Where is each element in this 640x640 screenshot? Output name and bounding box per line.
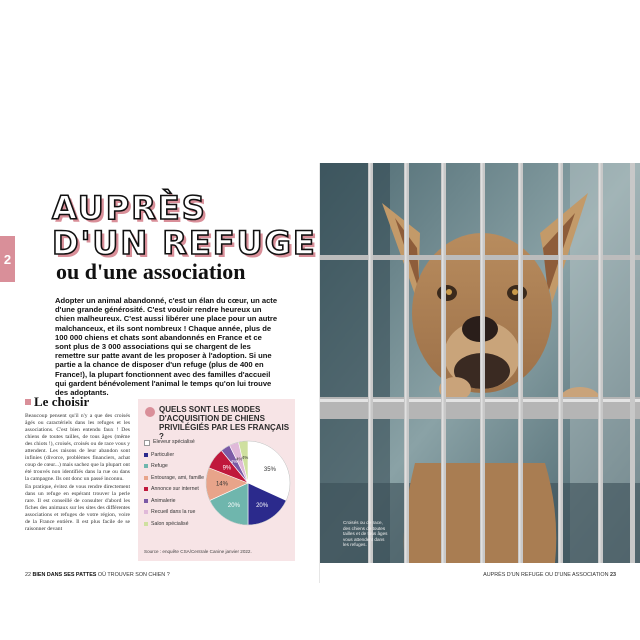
legend-label: Particulier — [151, 451, 175, 458]
body-paragraph: En pratique, évitez de vous rendre directement dans un refuge en espérant trouver la perle rare. Il est conseillé de consulter d'abord les fiches des animaux sur les sites des différentes associations et refuges de votre région, voire de la France entière. Il est plus facile de se raisonner devant — [25, 484, 130, 532]
pie-slice-label: 9% — [222, 465, 232, 472]
section-marker — [25, 399, 31, 405]
chapter-number: 2 — [3, 251, 12, 267]
pie-slice-label: 4% — [241, 455, 249, 461]
paw-icon — [145, 407, 155, 417]
pie-slice-label: 20% — [227, 502, 240, 509]
legend-swatch — [144, 522, 148, 526]
legend-label: Annonce sur internet — [151, 486, 199, 492]
body-paragraph: Beaucoup pensent qu'il n'y a que des croisés âgés ou caractériels dans les refuges et les associations. C'est bien entendu faux ! Des chiens de toutes tailles, de tous âges (même des chiots !), croisés, croisés ou de race vous y attendent. Les raisons de leur abandon sont infinies (divorce, problèmes financiers, achat coup de cœur...) mais sachez que la plupart ont été trouvés non identifiés dans la rue ou dans la campagne. Ils ont donc un passé inconnu. — [25, 413, 130, 482]
page-number-left: 22 — [25, 572, 31, 578]
legend-swatch — [144, 476, 148, 480]
magazine-spread — [0, 163, 640, 583]
pie-chart — [202, 437, 294, 529]
infographic-box — [138, 399, 295, 561]
dog-behind-bars-photo — [320, 163, 640, 563]
legend-label: Eleveur spécialisé — [153, 439, 195, 445]
legend-swatch — [144, 440, 150, 446]
footer-left — [25, 572, 170, 578]
page-subtitle: ou d'une association — [56, 259, 246, 284]
legend-label: Refuge — [151, 463, 168, 469]
legend-swatch — [144, 499, 148, 503]
legend-swatch — [144, 487, 148, 491]
rubric-name: OÙ TROUVER SON CHIEN ? — [97, 572, 170, 578]
intro-paragraph: Adopter un animal abandonné, c'est un élan du cœur, un acte d'une grande générosité. C'est vouloir rendre heureux un chien malheureux. C'est aussi libérer une place pour un autre malchanceux, et ils sont nombreux ! Chaque année, plus de 100 000 chiens et chats sont abandonnés en France et ce sont plus de 3 000 associations qui se chargent de les remettre sur patte avant de les proposer à l'adoption. Si une partie a la chance de disposer d'un refuge (plus de 400 en France!), la plupart fonctionnent avec des familles d'accueil qui gardent bénévolement l'animal le temps qu'on lui trouve des adoptants. — [55, 296, 278, 398]
running-head: AUPRÈS D'UN REFUGE OU D'UNE ASSOCIATION — [483, 572, 609, 578]
legend-label: Entourage, ami, famille — [151, 474, 205, 481]
pie-slice-label: 14% — [215, 481, 228, 488]
photo-caption: Croisés ou de race, des chiens de toutes tailles et de tous âges vous attendent dans les refuges. — [343, 520, 388, 547]
chart-source: Source : enquête CSA/Centrale Canine janvier 2022. — [144, 549, 252, 554]
body-text — [25, 413, 130, 534]
legend-label: Salon spécialisé — [151, 520, 189, 527]
title-line-2: D'UN REFUGE — [52, 224, 317, 262]
section-title: Le choisir — [34, 394, 90, 409]
chapter-tab — [0, 236, 15, 282]
legend-swatch — [144, 510, 148, 514]
footer-right — [483, 572, 616, 578]
pie-slice-label: 4% — [235, 456, 243, 462]
page-number-right: 23 — [610, 572, 616, 578]
pie-slice-label: 4% — [230, 459, 238, 465]
pie-slice-label: 35% — [263, 466, 276, 473]
legend-swatch — [144, 464, 148, 468]
legend-label: Animalerie — [151, 497, 176, 504]
title-line-1: AUPRÈS — [52, 189, 207, 227]
magazine-name: BIEN DANS SES PATTES — [32, 572, 97, 578]
photo-illustration — [320, 163, 640, 563]
infographic-title: QUELS SONT LES MODES D'ACQUISITION DE CHIENS PRIVILÉGIÉS PAR LES FRANÇAIS ? — [159, 405, 290, 441]
pie-slice-label: 20% — [256, 502, 269, 509]
legend-swatch — [144, 453, 148, 457]
legend-label: Recueil dans la rue — [151, 509, 196, 515]
page-title — [52, 191, 317, 261]
